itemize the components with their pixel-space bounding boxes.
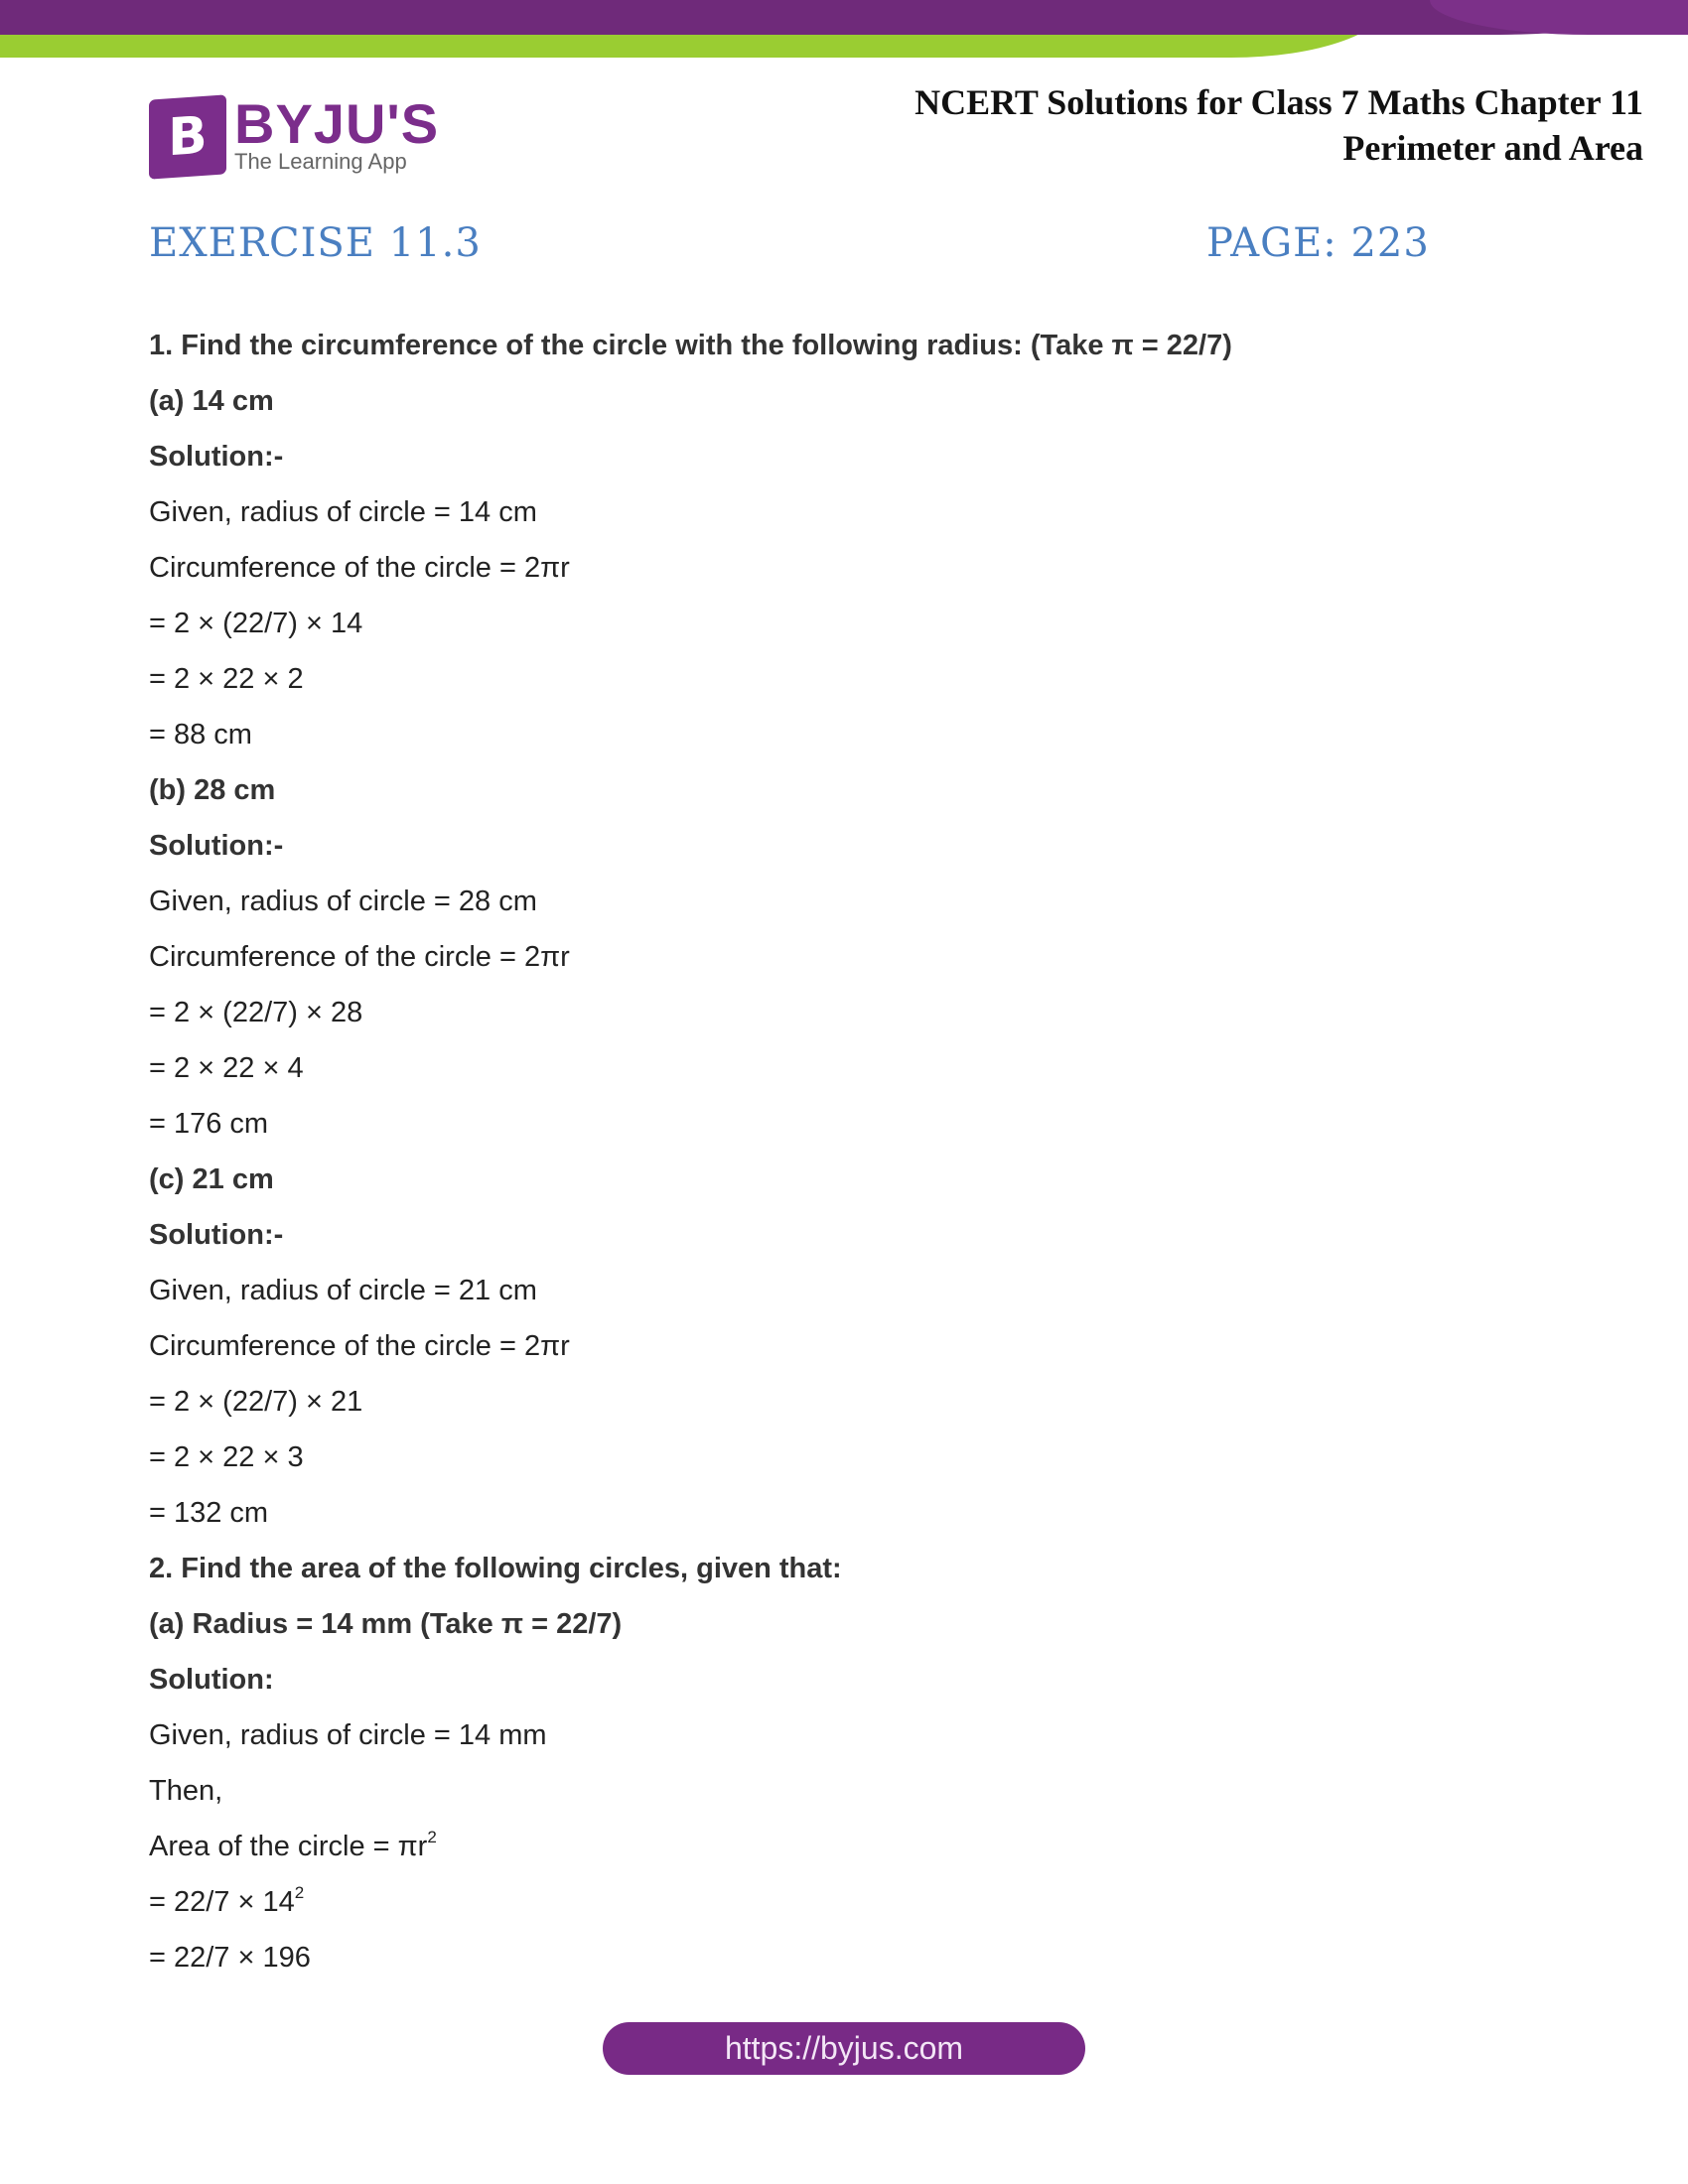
superscript: 2: [427, 1828, 437, 1846]
line-text: = 2 × (22/7) × 21: [149, 1386, 363, 1418]
logo-name: BYJU'S: [234, 92, 440, 155]
line-text: Solution:-: [149, 1219, 284, 1251]
solution-line: [149, 1493, 1232, 1549]
line-text: Circumference of the circle = 2πr: [149, 941, 570, 973]
line-text: Given, radius of circle = 14 mm: [149, 1719, 547, 1751]
solution-line: [149, 1271, 1232, 1326]
title-line-2: Perimeter and Area: [1342, 128, 1643, 168]
question-line: [149, 381, 1232, 437]
logo-b-icon: B: [149, 94, 226, 179]
solution-line: [149, 1771, 1232, 1827]
line-text: Given, radius of circle = 28 cm: [149, 886, 537, 917]
line-text: Solution:-: [149, 441, 284, 473]
question-line: [149, 826, 1232, 882]
question-line: [149, 437, 1232, 492]
question-line: [149, 770, 1232, 826]
line-text: Area of the circle = πr: [149, 1831, 428, 1862]
solution-line: [149, 548, 1232, 604]
line-text: = 176 cm: [149, 1108, 269, 1140]
question-line: [149, 1160, 1232, 1215]
solution-line: [149, 1104, 1232, 1160]
solution-line: [149, 1715, 1232, 1771]
question-line: [149, 1215, 1232, 1271]
question-line: [149, 1660, 1232, 1715]
question-line: [149, 1549, 1232, 1604]
document-title: [914, 79, 1643, 171]
title-line-1: NCERT Solutions for Class 7 Maths Chapter 11: [914, 82, 1643, 122]
solution-line: [149, 1882, 1232, 1938]
line-text: (a) Radius = 14 mm (Take π = 22/7): [149, 1608, 623, 1640]
line-text: (a) 14 cm: [149, 385, 274, 417]
exercise-heading: EXERCISE 11.3: [149, 220, 482, 266]
line-text: = 22/7 × 196: [149, 1942, 311, 1974]
solution-line: [149, 715, 1232, 770]
line-text: (b) 28 cm: [149, 774, 276, 806]
solution-line: [149, 882, 1232, 937]
line-text: Given, radius of circle = 14 cm: [149, 496, 537, 528]
solution-line: [149, 492, 1232, 548]
solution-line: [149, 1048, 1232, 1104]
solution-line: [149, 1326, 1232, 1382]
line-text: = 88 cm: [149, 719, 252, 751]
solution-line: [149, 604, 1232, 659]
line-text: Solution:: [149, 1664, 274, 1696]
solution-line: [149, 1938, 1232, 1993]
question-line: [149, 1604, 1232, 1660]
solution-line: [149, 1382, 1232, 1437]
question-line: [149, 326, 1232, 381]
line-text: (c) 21 cm: [149, 1163, 274, 1195]
byjus-logo: [149, 92, 440, 177]
solution-content: [149, 326, 1232, 1993]
line-text: = 132 cm: [149, 1497, 269, 1529]
line-text: Then,: [149, 1775, 223, 1807]
solution-line: [149, 1827, 1232, 1882]
logo-tagline: The Learning App: [234, 149, 407, 174]
line-text: = 2 × (22/7) × 28: [149, 997, 363, 1028]
solution-line: [149, 937, 1232, 993]
line-text: = 2 × 22 × 4: [149, 1052, 304, 1084]
solution-line: [149, 993, 1232, 1048]
line-text: = 2 × 22 × 3: [149, 1441, 304, 1473]
line-text: = 2 × 22 × 2: [149, 663, 304, 695]
line-text: = 2 × (22/7) × 14: [149, 608, 363, 639]
byjus-url-button[interactable]: https://byjus.com: [603, 2022, 1085, 2075]
line-text: 1. Find the circumference of the circle with the following radius: (Take π = 22/7): [149, 330, 1232, 361]
page-number: PAGE: 223: [1206, 220, 1430, 266]
solution-line: [149, 659, 1232, 715]
line-text: Circumference of the circle = 2πr: [149, 552, 570, 584]
line-text: Circumference of the circle = 2πr: [149, 1330, 570, 1362]
superscript: 2: [294, 1883, 305, 1902]
line-text: = 22/7 × 14: [149, 1886, 295, 1918]
solution-line: [149, 1437, 1232, 1493]
line-text: 2. Find the area of the following circles, given that:: [149, 1553, 842, 1584]
line-text: Given, radius of circle = 21 cm: [149, 1275, 537, 1306]
line-text: Solution:-: [149, 830, 284, 862]
